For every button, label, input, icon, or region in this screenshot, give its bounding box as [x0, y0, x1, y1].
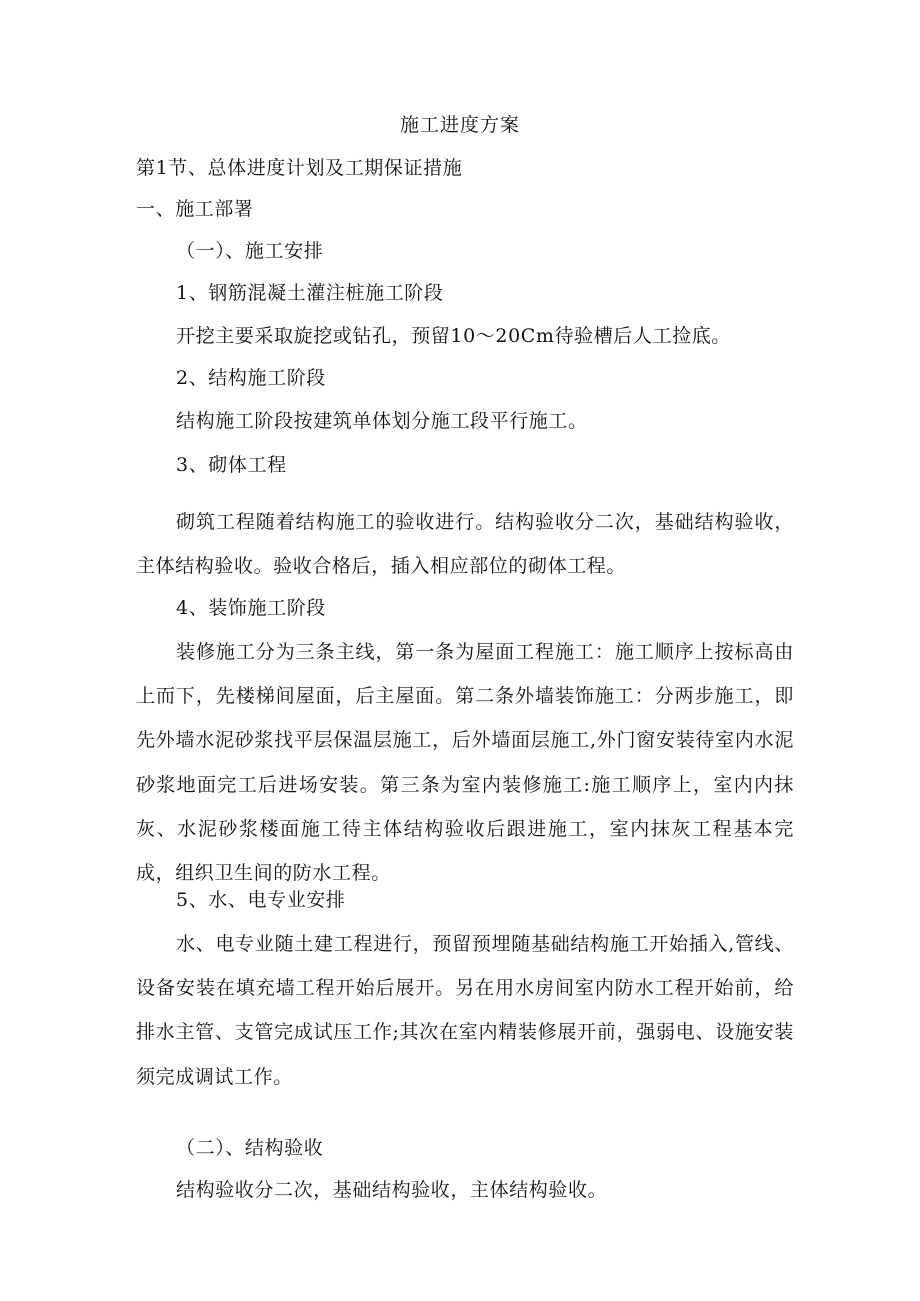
item-body: 水、电专业随土建工程进行，预留预埋随基础结构施工开始插入,管线、设备安装在填充墙工程开始后展开。另在用水房间室内防水工程开始前，给排水主管、支管完成试压工作;其次在室内精装修展开前，强弱电、设施安装须完成调试工作。: [136, 933, 794, 1088]
item-body: 结构施工阶段按建筑单体划分施工段平行施工。: [176, 410, 588, 432]
item-heading: 2、结构施工阶段: [176, 367, 326, 389]
subsection-body: 结构验收分二次，基础结构验收，主体结构验收。: [176, 1179, 608, 1201]
item-heading: 5、水、电专业安排: [176, 889, 346, 911]
item-heading: 4、装饰施工阶段: [176, 597, 326, 619]
item-body: 砌筑工程随着结构施工的验收进行。结构验收分二次，基础结构验收，主体结构验收。验收合格后，插入相应部位的砌体工程。: [136, 511, 794, 578]
subsection-heading: （一）、施工安排: [176, 240, 324, 262]
item-heading: 3、砌体工程: [176, 454, 287, 476]
item-body: 开挖主要采取旋挖或钻孔，预留10～20Cm待验槽后人工捡底。: [176, 325, 731, 347]
document-title: 施工进度方案: [399, 114, 520, 136]
part-heading: 一、施工部署: [136, 198, 254, 220]
section-heading: 第1节、总体进度计划及工期保证措施: [136, 157, 463, 179]
item-body: 装修施工分为三条主线，第一条为屋面工程施工：施工顺序上按标高由上而下，先楼梯间屋面，后主屋面。第二条外墙装饰施工：分两步施工，即先外墙水泥砂浆找平层保温层施工，后外墙面层施工,外门窗安装待室内水泥砂浆地面完工后进场安装。第三条为室内装修施工:施工顺序上，室内内抹灰、水泥砂浆楼面施工待主体结构验收后跟进施工，室内抹灰工程基本完成，组织卫生间的防水工程。: [136, 641, 794, 885]
item-heading: 1、钢筋混凝土灌注桩施工阶段: [176, 282, 444, 304]
subsection-heading: （二）、结构验收: [176, 1137, 324, 1159]
